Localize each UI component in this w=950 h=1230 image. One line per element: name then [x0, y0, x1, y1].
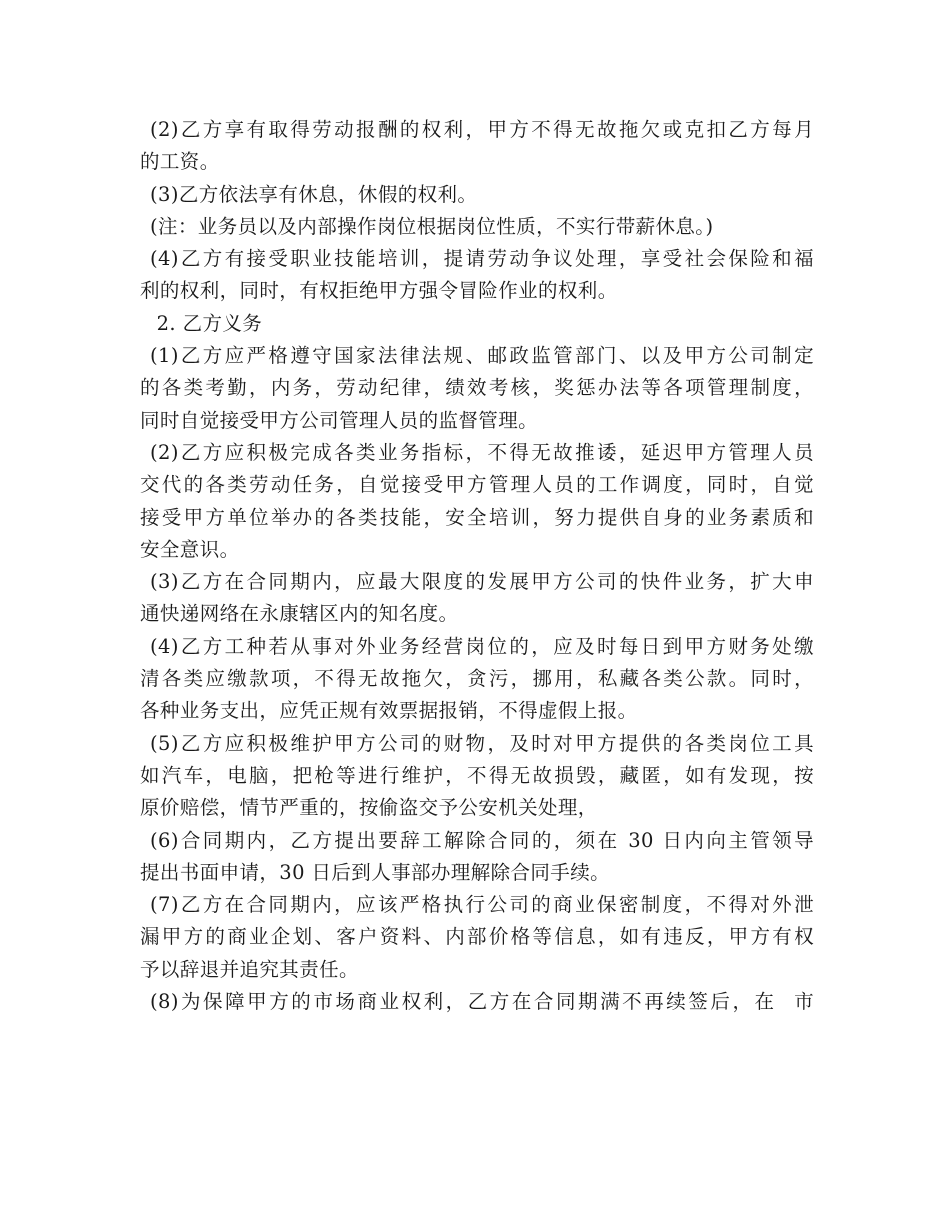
paragraph-duty-6: [140, 825, 814, 890]
text-line: 2. 乙方义务: [150, 311, 263, 335]
text-line: 交代的各类劳动任务，自觉接受甲方管理人员的工作调度，同时，自觉: [140, 473, 814, 497]
paragraph-right-3: [140, 179, 814, 211]
paragraph-duty-3: [140, 566, 814, 631]
text-line: 清各类应缴款项，不得无故拖欠，贪污，挪用，私藏各类公款。同时，: [140, 667, 814, 691]
text-line: (4)乙方有接受职业技能培训，提请劳动争议处理，享受社会保险和福: [150, 247, 814, 271]
text-line: 漏甲方的商业企划、客户资料、内部价格等信息，如有违反，甲方有权: [140, 925, 814, 949]
text-line: (7)乙方在合同期内，应该严格执行公司的商业保密制度，不得对外泄: [150, 893, 814, 917]
text-line: (2)乙方享有取得劳动报酬的权利，甲方不得无故拖欠或克扣乙方每月: [150, 118, 814, 141]
text-line: (6)合同期内，乙方提出要辞工解除合同的，须在 30 日内向主管领导: [150, 828, 814, 852]
paragraph-duty-4: [140, 631, 814, 728]
text-line: (注：业务员以及内部操作岗位根据岗位性质，不实行带薪休息。): [150, 214, 714, 238]
text-line: (5)乙方应积极维护甲方公司的财物，及时对甲方提供的各类岗位工具: [150, 731, 814, 755]
text-line: (1)乙方应严格遵守国家法律法规、邮政监管部门、以及甲方公司制定: [150, 344, 814, 368]
paragraph-right-2: [140, 114, 814, 179]
text-line: (4)乙方工种若从事对外业务经营岗位的，应及时每日到甲方财务处缴: [150, 634, 814, 658]
paragraph-note: [140, 211, 814, 243]
text-line: 如汽车，电脑，把枪等进行维护，不得无故损毁，藏匿，如有发现，按: [140, 763, 814, 787]
paragraph-duty-2: [140, 437, 814, 566]
text-line: 予以辞退并追究其责任。: [140, 957, 359, 981]
text-line: 的各类考勤，内务，劳动纪律，绩效考核，奖惩办法等各项管理制度，: [140, 376, 814, 400]
paragraph-duty-7: [140, 889, 814, 986]
text-line: (3)乙方在合同期内，应最大限度的发展甲方公司的快件业务，扩大申: [150, 570, 814, 594]
text-line: 原价赔偿，情节严重的，按偷盗交予公安机关处理，: [140, 796, 598, 820]
text-line: 利的权利，同时，有权拒绝甲方强令冒险作业的权利。: [140, 279, 618, 303]
text-line: 接受甲方单位举办的各类技能，安全培训，努力提供自身的业务素质和: [140, 505, 814, 529]
paragraph-duty-1: [140, 340, 814, 437]
text-line: 通快递网络在永康辖区内的知名度。: [140, 602, 459, 626]
text-line: (3)乙方依法享有休息，休假的权利。: [150, 182, 478, 206]
document-body: [140, 114, 814, 1018]
paragraph-right-4: [140, 243, 814, 308]
paragraph-duty-8: [140, 986, 814, 1018]
text-line: 安全意识。: [140, 537, 240, 561]
paragraph-duty-5: [140, 728, 814, 825]
section-heading-duties: [140, 308, 814, 340]
text-line: 提出书面申请，30 日后到人事部办理解除合同手续。: [140, 860, 611, 884]
text-line: (8)为保障甲方的市场商业权利，乙方在合同期满不再续签后，在 市: [150, 990, 814, 1014]
text-line: (2)乙方应积极完成各类业务指标，不得无故推诿，延迟甲方管理人员: [150, 440, 814, 464]
text-line: 同时自觉接受甲方公司管理人员的监督管理。: [140, 408, 539, 432]
text-line: 各种业务支出，应凭正规有效票据报销，不得虚假上报。: [140, 699, 638, 723]
text-line: 的工资。: [140, 150, 220, 174]
